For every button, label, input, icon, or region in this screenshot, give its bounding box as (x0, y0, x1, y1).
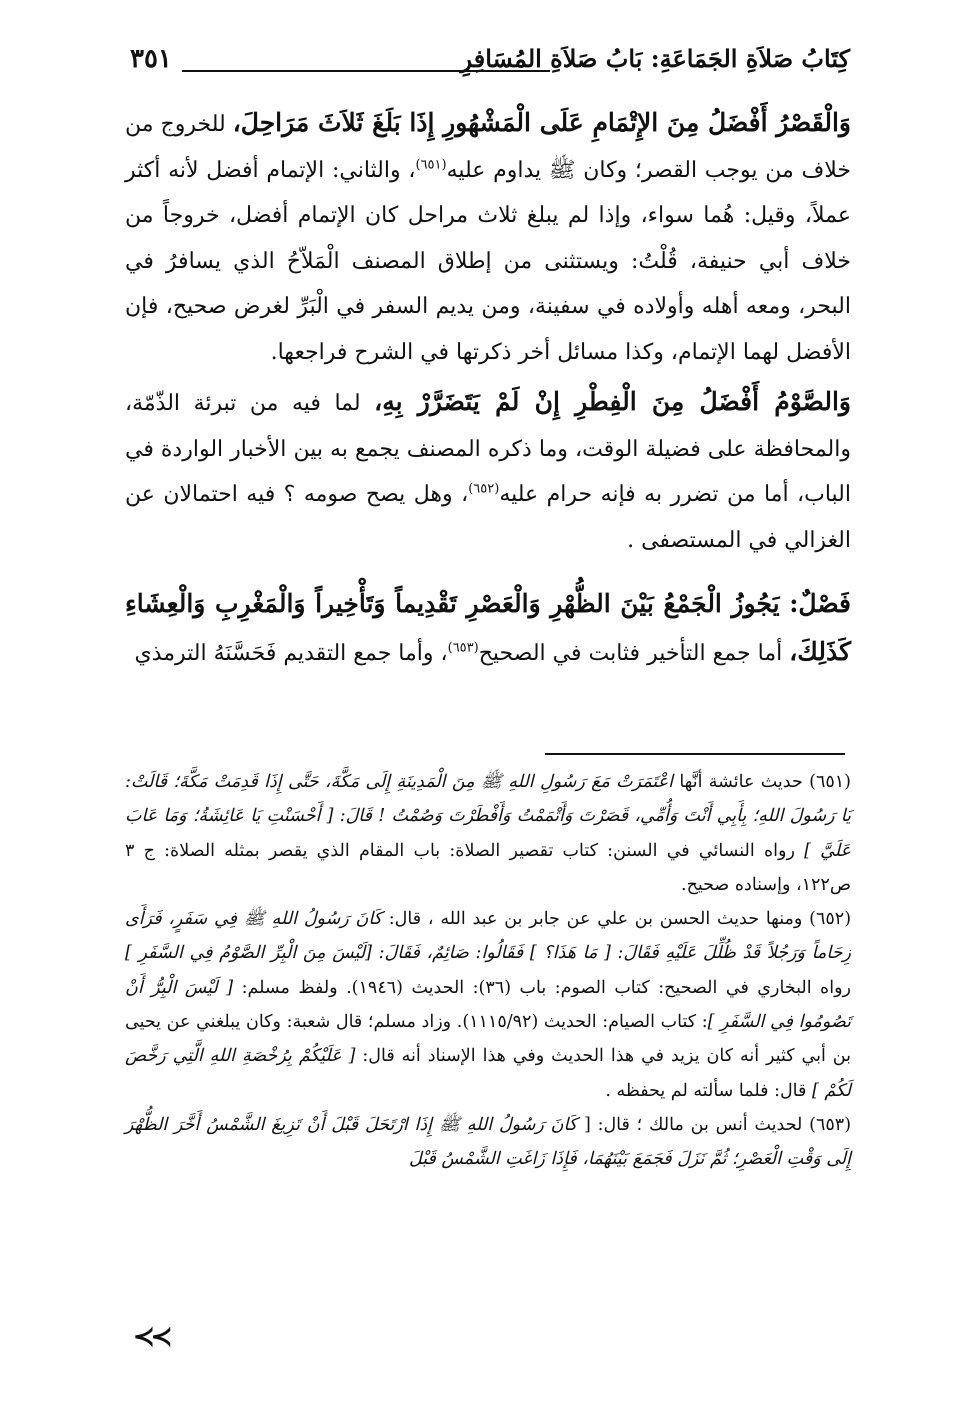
running-title: كِتَابُ صَلاَةِ الجَمَاعَةِ: بَابُ صَلاَةِ المُسَافِرِ (460, 44, 850, 73)
matn-text: وَالْقَصْرُ أَفْضَلُ مِنَ الإِتْمَامِ عَلَى الْمَشْهُورِ إِذَا بَلَغَ ثَلاَثَ مَرَاحِلَ، (232, 108, 851, 137)
footnote-text: حديث عائشة أنَّها (673, 772, 810, 792)
commentary-text: أما جمع التأخير فثابت في الصحيح (478, 640, 790, 666)
commentary-text: لما فيه من تبرئة الذّمّة، والمحافظة على فضيلة الوقت، وما ذكره المصنف يجمع به بين الأخبار الواردة في الباب، أما من تضرر به فإنه حرام عليه (125, 391, 851, 507)
footnote-653 (125, 1108, 851, 1177)
commentary-text: للخروج من خلاف من يوجب القصر؛ وكان ﷺ يداوم عليه (125, 112, 852, 183)
commentary-text: ، وهل يصح صومه ؟ فيه احتمالان عن الغزالي في المستصفى . (125, 482, 851, 553)
paragraph-sawm (125, 379, 851, 563)
footnote-number: (٦٥٣) (809, 1114, 852, 1135)
footnote-652 (125, 902, 851, 1108)
hadith-text: [ عَلَيْكُمْ بِرُخْصَةِ اللهِ الَّتِي رَخَّصَ لَكُمْ ] (125, 1046, 851, 1101)
footnote-text: رواه النسائي في السنن: كتاب تقصير الصلاة: باب المقام الذي يقصر بمثله الصلاة: ج ٣ ص١٢٢، وإسناده صحيح. (125, 840, 851, 895)
footnote-text: : كتاب الصيام: الحديث (١١١٥/٩٢). وزاد مسلم؛ قال شعبة: وكان يبلغني عن يحيى بن أبي كثير أنه كان يزيد في هذا الحديث وفي هذا الإسناد أنه قال: (125, 1012, 851, 1067)
main-text (125, 100, 851, 676)
hadith-text: [ لَيْسَ الْبِرُّ أَنْ تَصُومُوا فِي السَّفَرِ ] (125, 977, 851, 1033)
footnote-text: لحديث أنس بن مالك ؛ قال: [ (577, 1114, 810, 1135)
continue-arrow-icon: ≺≺ (133, 1322, 169, 1352)
hadith-text: كَانَ رَسُولُ اللهِ ﷺ إِذَا ارْتَحَلَ قَبْلَ أَنْ تَزِيغَ الشَّمْسُ أَخَّرَ الظُّهْرَ إِلَى وَقْتِ الْعَصْرِ؛ ثُمَّ نَزَلَ فَجَمَعَ بَيْنَهُمَا، فَإِذَا زَاغَتِ الشَّمْسُ قَبْلَ (125, 1114, 851, 1170)
footnote-text: ومنها حديث الحسن بن علي عن جابر بن عبد الله ، قال: (382, 909, 810, 930)
footnote-ref[interactable]: (٦٥١) (415, 157, 447, 173)
paragraph-qasr (125, 100, 851, 375)
paragraph-jam (125, 581, 851, 676)
footnote-number: (٦٥١) (809, 772, 851, 792)
footnote-ref[interactable]: (٦٥٣) (447, 640, 479, 656)
matn-text: فَصْلٌ: يَجُوزُ الْجَمْعُ بَيْنَ الظُّهْرِ وَالْعَصْرِ تَقْدِيماً وَتَأْخِيراً وَالْمَغْرِبِ وَالْعِشَاءِ كَذَلِكَ، (125, 589, 851, 666)
footnote-ref[interactable]: (٦٥٢) (468, 481, 500, 497)
matn-text: وَالصَّوْمُ أَفْضَلُ مِنَ الْفِطْرِ إِنْ لَمْ يَتَضَرَّرْ بِهِ، (374, 387, 851, 416)
footnote-651 (125, 765, 851, 902)
commentary-text: ، والثاني: الإتمام أفضل لأنه أكثر عملاً، وقيل: هُما سواء، وإذا لم يبلغ ثلاث مراحل كان الإتمام أفضل، خروجاً من خلاف أبي حنيفة، قُلْتُ: ويستثنى من إطلاق المصنف الْمَلاّحُ الذي يسافرُ في البحر، ومعه أهله وأولاده في سفينة، ومن يديم السفر في الْبَرِّ لغرض صحيح، فإن الأفضل لهما الإتمام، وكذا مسائل أخر ذكرتها في الشرح فراجعها. (125, 157, 851, 365)
commentary-text: ، وأما جمع التقديم فَحَسَّنَهُ الترمذي (134, 640, 448, 666)
footnotes (125, 765, 851, 1177)
footnote-separator (545, 753, 845, 755)
footnote-text: رواه البخاري في الصحيح: كتاب الصوم: باب (٣٦): الحديث (١٩٤٦). ولفظ مسلم: (233, 977, 851, 998)
page-number: ٣٥١ (130, 44, 172, 74)
page-header (130, 40, 850, 80)
hadith-text: كَانَ رَسُولُ اللهِ ﷺ فِي سَفَرٍ، فَرَأَى زِحَاماً وَرَجُلاً قَدْ ظُلِّلَ عَلَيْهِ فَقَالَ: [ مَا هَذَا؟ ] فَقَالُوا: صَائِمٌ، فَقَالَ: [لَيْسَ مِنَ الْبِرِّ الصَّوْمُ فِي السَّفَرِ ] (125, 909, 851, 964)
header-rule (182, 70, 550, 72)
footnote-number: (٦٥٢) (809, 909, 852, 930)
footnote-text: قال: فلما سألته لم يحفظه . (605, 1080, 812, 1101)
hadith-text: اعْتَمَرَتْ مَعَ رَسُولِ اللهِ ﷺ مِنَ الْمَدِينَةِ إِلَى مَكَّةَ، حَتَّى إِذَا قَدِمَتْ مَكَّةَ؛ قَالَتْ: يَا رَسُولَ اللهِ؛ بِأَبِي أَنْتَ وَأُمِّي، قَصَرْتَ وَأَتْمَمْتُ وَأَفْطَرْتَ وَصُمْتُ ! قَالَ: [ أَحْسَنْتِ يَا عَائِشَةُ؛ وَمَا عَابَ عَلَيَّ ] (125, 772, 851, 861)
